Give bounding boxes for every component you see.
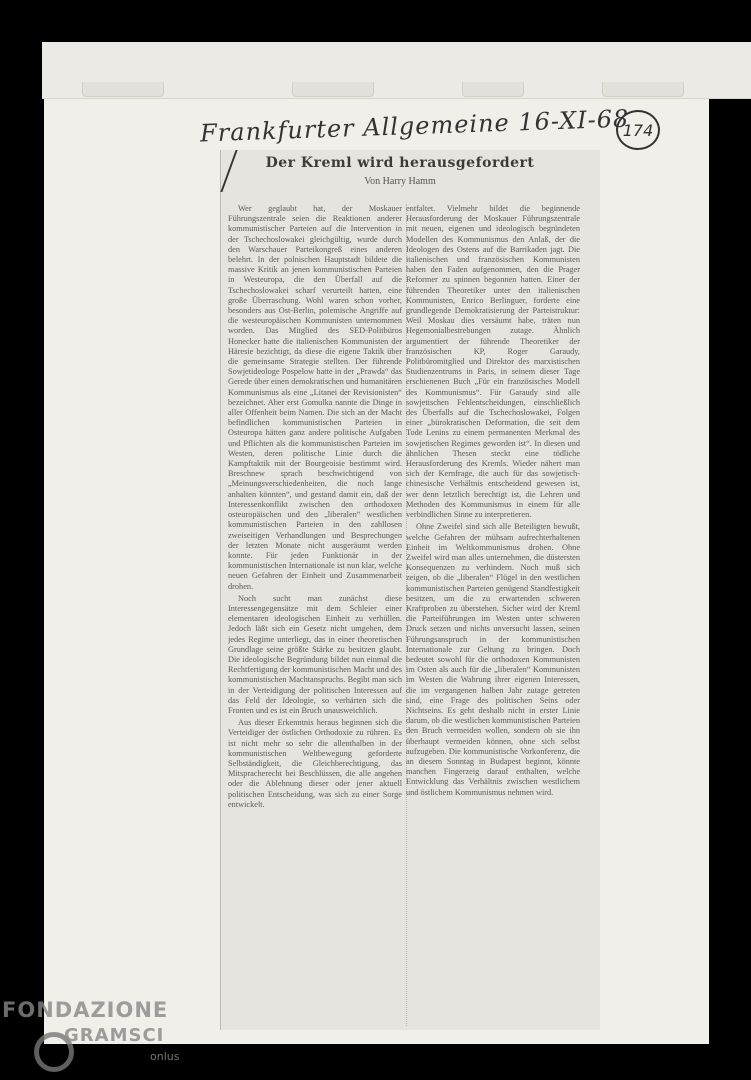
strip-tab <box>292 82 374 97</box>
handwritten-source-note: Frankfurter Allgemeine 16-XI-68 <box>199 104 630 148</box>
strip-tab <box>462 82 524 97</box>
article-column-right <box>406 204 580 1026</box>
strip-tab <box>82 82 164 97</box>
paragraph: Wer geglaubt hat, der Moskauer Führungszentrale seien die Reaktionen anderer kommunistischer Parteien auf die Intervention in der Tschechoslowakei gleichgültig, wurde durch den Warschauer Parteikongreß eines anderen belehrt. In der polnischen Hauptstadt bildete die massive Kritik an jenen kommunistischen Parteien in Westeuropa, die den Überfall auf die Tschechoslowakei scharf verurteilt hatten, eine große Überraschung. Wohl waren schon vorher, besonders aus Ost-Berlin, polemische Angriffe auf die westeuropäischen Kommunisten unternommen worden. Das Mitglied des SED-Politbüros Honecker hatte die italienischen Kommunisten der Häresie bezichtigt, da diese die eigene Taktik über die gemeinsame Strategie stellten. Der führende Sowjetideologe Pospelow hatte in der „Prawda“ das Gerede über einen demokratischen und humanitären Kommunismus als eine „Litanei der Revisionisten“ bezeichnet. Aber erst Gomulka nannte die Dinge in aller Offenheit beim Namen. Die sich an der Macht befindlichen kommunistischen Parteien in Osteuropa hätten ganz andere politische Aufgaben und Pflichten als die kommunistischen Parteien im Westen, deren politische Linie durch die Kampftaktik mit der Bourgeoisie bestimmt wird. Breschnew sprach beschwichtigend von „Meinungsverschiedenheiten, die noch lange anhalten könnten“, und gestand damit ein, daß der Interessenkonflikt zwischen den orthodoxen osteuropäischen und den „liberalen“ westlichen kommunistischen Parteien in den zahllosen zweiseitigen Verhandlungen und Besprechungen der letzten Monate nicht ausgeräumt werden konnte. Für jeden Funktionär in der kommunistischen Internationale ist nun klar, welche neuen Gefahren der Einheit und Zusammenarbeit drohen. <box>228 204 402 591</box>
article-title: Der Kreml wird herausgefordert <box>265 155 535 171</box>
paragraph: Noch sucht man zunächst diese Interessengegensätze mit dem Schleier einer elementaren ideologischen Einheit zu verhüllen. Jedoch läßt sich ein Gesetz nicht umgehen, dem jedes Regime unterliegt, das in einer theoretischen Grundlage seine größte Stärke zu besitzen glaubt. Die ideologische Begründung bildet nun einmal die Rechtfertigung der kommunistischen Macht und des kommunistischen Machtanspruchs. Begibt man sich in der Verteidigung der politischen Interessen auf das Feld der Ideologie, so verhärten sich die Fronten und es ist ein Bruch unausweichlich. <box>228 593 402 715</box>
strip-tab <box>602 82 684 97</box>
watermark-logo-line2: GRAMSCI <box>64 1025 165 1046</box>
paragraph: Ohne Zweifel sind sich alle Beteiligten bewußt, welche Gefahren der mühsam aufrechterhaltenen Einheit im Weltkommunismus drohen. Ohne Zweifel wird man alles unternehmen, die düstersten Konsequenzen zu verhindern. Noch muß sich zeigen, ob die „liberalen“ Flügel in den westlichen kommunistischen Parteien genügend Standfestigkeit besitzen, um die zu erwartenden schweren Kraftproben zu überstehen. Sicher wird der Kreml die Parteiführungen im Westen unter schweren Druck setzen und nichts unversucht lassen, seinen Führungsanspruch in der kommunistischen Internationale zur Geltung zu bringen. Doch bedeutet sowohl für die orthodoxen Kommunisten im Osten als auch für die „liberalen“ Kommunisten im Westen die Wahrung ihrer eigenen Interessen, die im vergangenen halben Jahr zutage getreten sind, eine Frage des politischen Seins oder Nichtseins. Es geht deshalb nicht in erster Linie darum, ob die westlichen kommunistischen Parteien den Bruch vermeiden wollen, sondern ob sie ihn überhaupt vermeiden können, ohne sich selbst aufzugeben. Die kommunistische Vorkonferenz, die an diesem Sonntag in Budapest beginnt, könnte manchen Fingerzeig darauf enthalten, welche Entwicklung das Verhältnis zwischen westlichem und östlichem Kommunismus nehmen wird. <box>406 522 580 797</box>
mounting-strip <box>42 42 751 99</box>
archive-number-stamp: 174 <box>616 110 660 150</box>
article-column-left <box>228 204 407 1026</box>
paragraph: Aus dieser Erkenntnis heraus beginnen sich die Verteidiger der östlichen Orthodoxie zu rühren. Es ist nicht mehr so sehr die allenthalben in der kommunistischen Weltbewegung geforderte Selbständigkeit, die Gleichberechtigung, das Mitspracherecht bei Beschlüssen, die alle angehen oder die Ablehnung dieser oder jener aktuell politischen Entscheidung, was sich zu einer Sorge entwickelt. <box>228 718 402 809</box>
watermark-logo-line1: FONDAZIONE <box>2 998 169 1022</box>
watermark-suffix: onlus <box>150 1050 180 1063</box>
article-byline: Von Harry Hamm <box>364 176 436 187</box>
paragraph: entfaltet. Vielmehr bildet die beginnende Herausforderung der Moskauer Führungszentrale mit neuen, eigenen und ideologisch begründeten Modellen des Kommunismus den Anlaß, der die Ideologen des Ostens auf die Barrikaden jagt. Die italienischen und französischen Kommunisten haben den Faden aufgenommen, den die Prager Reformer zu spinnen begonnen hatten. Einer der führenden Theoretiker unter den italienischen Kommunisten, Enrico Berlinguer, forderte eine grundlegende Demokratisierung der Parteistruktur: Weil Moskau dies versäumt habe, träten nun Hegemonialbestrebungen zutage. Ähnlich argumentiert der führende Theoretiker der französischen KP, Roger Garaudy, Politbüromitglied und Direktor des marxistischen Studienzentrums in Paris, in seinem dieser Tage erschienenen Buch „Für ein französisches Modell des Kommunismus“. Für Garaudy sind alle sowjetischen Fehlentscheidungen, einschließlich des Überfalls auf die Tschechoslowakei, Folgen einer „bürokratischen Deformation, die seit dem Tode Lenins zu einem permanenten Merkmal des sowjetischen Regimes geworden ist“. In diesen und ähnlichen Thesen steckt eine tödliche Herausforderung des Kremls. Wieder nähert man sich der Kernfrage, die auch für das sowjetisch-chinesische Verhältnis entscheidend gewesen ist, wer denn letztlich berechtigt ist, die Lehren und Methoden des Kommunismus in einem für alle verbindlichen Sinne zu interpretieren. <box>406 204 580 520</box>
